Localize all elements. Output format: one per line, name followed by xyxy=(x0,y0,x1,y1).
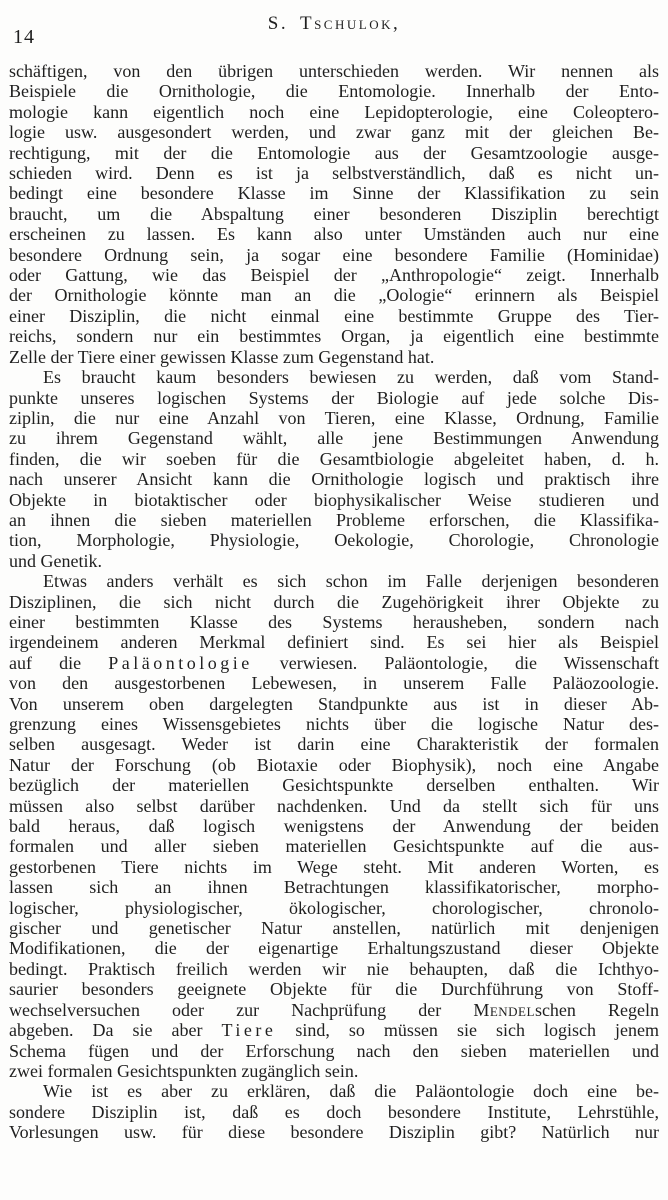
text-line xyxy=(9,938,659,958)
text-run: erscheinen zu lassen. Es kann also unter Umständen auch nur eine xyxy=(9,224,659,245)
text-run: bedingt. Praktisch freilich werden wir nie behaupten, daß die Ichthyo- xyxy=(9,958,659,979)
paragraph xyxy=(9,367,659,571)
text-run: besondere Ordnung sein, ja sogar eine besondere Familie (Hominidae) xyxy=(9,244,659,265)
text-run: bald heraus, daß logisch wenigstens der Anwendung der beiden xyxy=(9,816,659,837)
running-title: S. Tschulok, xyxy=(267,13,401,34)
text-run: Natur der Forschung (ob Biotaxie oder Biophysik), noch eine Angabe xyxy=(9,754,659,775)
text-line xyxy=(9,775,659,795)
text-run: von den ausgestorbenen Lebewesen, in unserem Falle Paläozoologie. xyxy=(9,673,659,694)
text-line xyxy=(9,1041,659,1061)
text-run: braucht, um die Abspaltung einer besonderen Disziplin berechtigt xyxy=(9,203,659,224)
text-run: mologie kann eigentlich noch eine Lepidopterologie, eine Coleoptero- xyxy=(9,101,659,122)
text-run: logie usw. ausgesondert werden, und zwar ganz mit der gleichen Be- xyxy=(9,122,659,143)
text-run: oder Gattung, wie das Beispiel der „Anthropologie“ zeigt. Innerhalb xyxy=(9,265,659,286)
text-run: logischer, physiologischer, ökologischer, chorologischer, chronolo- xyxy=(9,897,659,918)
text-line xyxy=(9,734,659,754)
text-run: tion, Morphologie, Physiologie, Oekologie, Chorologie, Chronologie xyxy=(9,530,659,551)
text-line xyxy=(9,510,659,530)
text-run: Etwas anders verhält es sich schon im Falle derjenigen besonderen xyxy=(43,571,659,592)
page-number: 14 xyxy=(13,26,35,48)
text-run: rechtigung, mit der die Entomologie aus der Gesamtzoologie ausge- xyxy=(9,142,659,163)
text-run: Von unserem oben dargelegten Standpunkte aus ist in dieser Ab- xyxy=(9,693,659,714)
text-line xyxy=(9,571,659,591)
text-line xyxy=(9,102,659,122)
text-run: zwei formalen Gesichtspunkten zugänglich sein. xyxy=(9,1060,359,1081)
text-line xyxy=(9,796,659,816)
text-run: punkte unseres logischen Systems der Biologie auf jede solche Dis- xyxy=(9,387,659,408)
text-line xyxy=(9,449,659,469)
text-run: Wie ist es aber zu erklären, daß die Paläontologie doch eine be- xyxy=(43,1081,659,1102)
paragraph xyxy=(9,61,659,367)
text-line xyxy=(9,367,659,387)
text-run: grenzung eines Wissensgebietes nichts über die logische Natur des- xyxy=(9,714,659,734)
text-line xyxy=(9,1061,659,1081)
text-line xyxy=(9,592,659,612)
text-run: verwiesen. Paläontologie, die Wissenschaft xyxy=(252,652,659,673)
text-run: bezüglich der materiellen Gesichtspunkte derselben enthalten. Wir xyxy=(9,775,659,796)
text-run: einer Disziplin, die nicht einmal eine bestimmte Gruppe des Tier- xyxy=(9,305,659,326)
text-line xyxy=(9,204,659,224)
text-run: gestorbenen Tiere nichts im Wege steht. Mit anderen Worten, es xyxy=(9,856,659,877)
text-line xyxy=(9,1081,659,1101)
text-run: Zelle der Tiere einer gewissen Klasse zum Gegenstand hat. xyxy=(9,346,435,367)
text-line xyxy=(9,898,659,918)
text-line xyxy=(9,163,659,183)
text-line xyxy=(9,877,659,897)
text-run: der Ornithologie könnte man an die „Oologie“ erinnern als Beispiel xyxy=(9,285,659,306)
text-run: müssen also selbst darüber nachdenken. Und da stellt sich für uns xyxy=(9,795,659,816)
page-header xyxy=(0,0,668,56)
text-run: reichs, sondern nur ein bestimmtes Organ, ja eigentlich eine bestimmte xyxy=(9,326,659,347)
text-line xyxy=(9,632,659,652)
text-run: selben ausgesagt. Weder ist darin eine Charakteristik der formalen xyxy=(9,734,659,755)
text-line xyxy=(9,61,659,81)
paragraph xyxy=(9,571,659,1081)
text-line xyxy=(9,469,659,489)
text-run: Vorlesungen usw. für diese besondere Disziplin gibt? Natürlich nur xyxy=(9,1122,659,1143)
text-run: auf die xyxy=(9,652,109,673)
text-line xyxy=(9,979,659,999)
text-run: formalen und aller sieben materiellen Gesichtspunkte auf die aus- xyxy=(9,836,659,857)
text-run: Disziplinen, die sich nicht durch die Zugehörigkeit ihrer Objekte zu xyxy=(9,591,659,612)
text-line xyxy=(9,408,659,428)
text-run: ziplin, die nur eine Anzahl von Tieren, eine Klasse, Ordnung, Familie xyxy=(9,407,659,428)
text-run: gischer und genetischer Natur anstellen, natürlich mit denjenigen xyxy=(9,918,659,939)
text-line xyxy=(9,694,659,714)
text-line xyxy=(9,612,659,632)
text-line xyxy=(9,265,659,285)
text-run: Modifikationen, die der eigenartige Erhaltungszustand dieser Objekte xyxy=(9,938,659,959)
smallcaps-name: Mendel xyxy=(473,999,535,1020)
text-run: wechselversuchen oder zur Nachprüfung der xyxy=(9,999,474,1020)
text-line xyxy=(9,551,659,571)
letterspaced-term: Tiere xyxy=(221,1020,277,1041)
text-line xyxy=(9,122,659,142)
text-line xyxy=(9,347,659,367)
text-line xyxy=(9,755,659,775)
text-line xyxy=(9,490,659,510)
paragraph xyxy=(9,1081,659,1142)
text-line xyxy=(9,673,659,693)
text-run: zu ihrem Gegenstand wählt, alle jene Bestimmungen Anwendung xyxy=(9,428,659,449)
text-run: Objekte in biotaktischer oder biophysikalischer Weise studieren und xyxy=(9,489,659,510)
text-run: nach unserer Ansicht kann die Ornithologie logisch und praktisch ihre xyxy=(9,469,659,490)
text-line xyxy=(9,285,659,305)
text-line xyxy=(9,81,659,101)
text-run: Schema fügen und der Erforschung nach den sieben materiellen und xyxy=(9,1040,659,1061)
text-line xyxy=(9,816,659,836)
text-run: bedingt eine besondere Klasse im Sinne der Klassifikation zu sein xyxy=(9,183,659,204)
text-line xyxy=(9,1122,659,1142)
text-run: schieden wird. Denn es ist ja selbstverständlich, daß es nicht un- xyxy=(9,163,659,184)
text-run: saurier besonders geeignete Objekte für die Durchführung von Stoff- xyxy=(9,979,659,1000)
text-run: sind, so müssen sie sich logisch jenem xyxy=(276,1020,659,1041)
text-line xyxy=(9,224,659,244)
text-run: abgeben. Da sie aber xyxy=(9,1020,222,1041)
text-line xyxy=(9,653,659,673)
text-line xyxy=(9,388,659,408)
text-run: finden, die wir soeben für die Gesamtbiologie abgeleitet haben, d. h. xyxy=(9,448,659,469)
text-line xyxy=(9,183,659,203)
text-line xyxy=(9,959,659,979)
text-run: einer bestimmten Klasse des Systems herausheben, sondern nach xyxy=(9,611,659,632)
text-line xyxy=(9,530,659,550)
letterspaced-term: Paläontologie xyxy=(108,652,253,673)
text-line xyxy=(9,143,659,163)
text-line xyxy=(9,1102,659,1122)
text-line xyxy=(9,714,659,734)
text-run: irgendeinem anderen Merkmal definiert sind. Es sei hier als Beispiel xyxy=(9,632,659,653)
text-run: Beispiele die Ornithologie, die Entomologie. Innerhalb der Ento- xyxy=(9,81,659,102)
text-line xyxy=(9,918,659,938)
text-line xyxy=(9,1000,659,1020)
text-run: schäftigen, von den übrigen unterschieden werden. Wir nennen als xyxy=(9,61,659,81)
text-run: lassen sich an ihnen Betrachtungen klassifikatorischer, morpho- xyxy=(9,877,659,898)
text-line xyxy=(9,857,659,877)
text-run: sondere Disziplin ist, daß es doch besondere Institute, Lehrstühle, xyxy=(9,1101,659,1122)
text-run: schen Regeln xyxy=(534,999,659,1020)
text-block xyxy=(9,61,659,1143)
text-run: Es braucht kaum besonders bewiesen zu werden, daß vom Stand- xyxy=(43,367,659,388)
text-line xyxy=(9,836,659,856)
text-line xyxy=(9,326,659,346)
text-run: und Genetik. xyxy=(9,550,102,571)
text-line xyxy=(9,245,659,265)
text-line xyxy=(9,428,659,448)
text-run: an ihnen die sieben materiellen Probleme erforschen, die Klassifika- xyxy=(9,509,659,530)
text-line xyxy=(9,1020,659,1040)
text-line xyxy=(9,306,659,326)
